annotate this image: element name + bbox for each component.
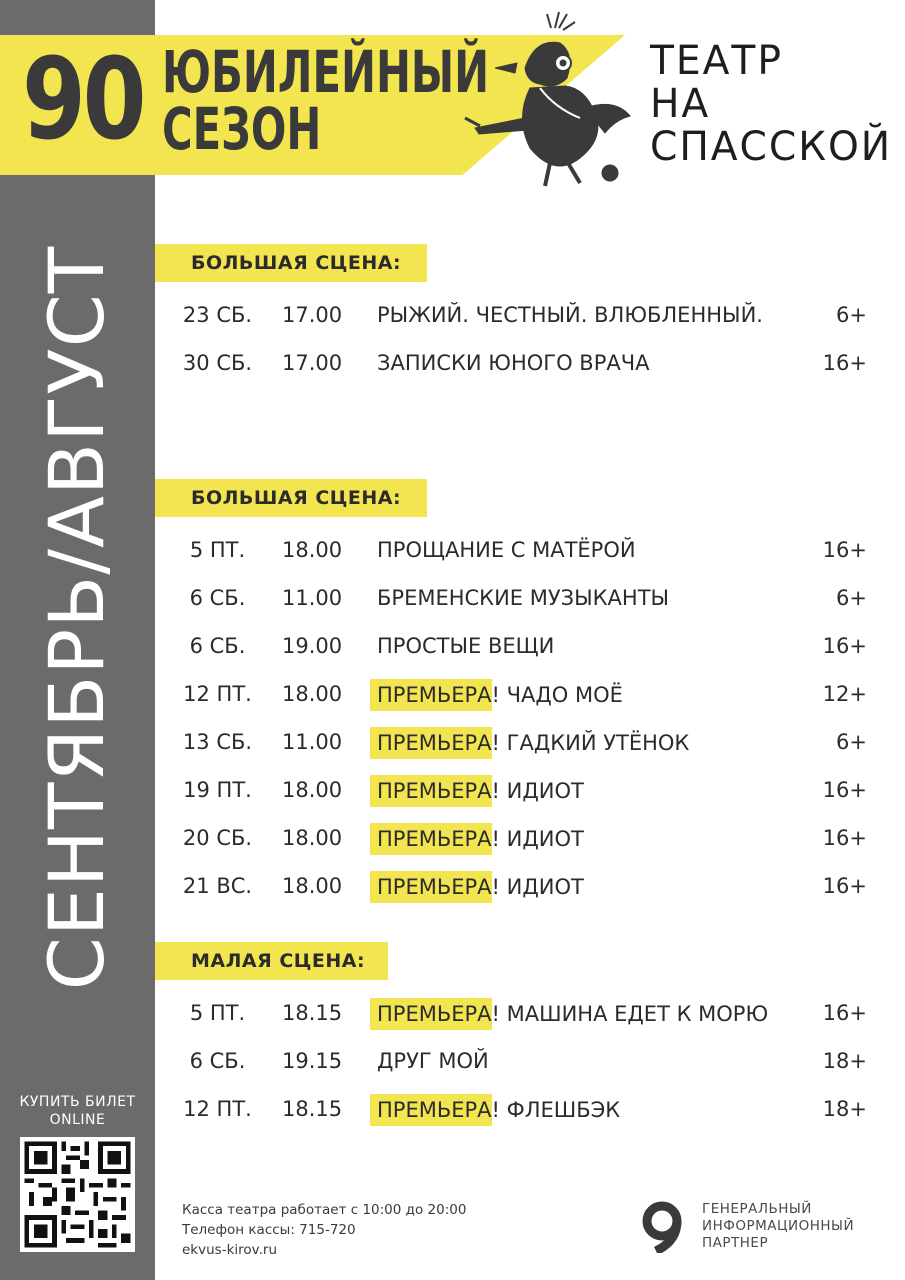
age-rating: 18+: [822, 1097, 867, 1121]
table-row: [0, 998, 905, 1028]
event-date: 23 СБ.: [182, 303, 253, 327]
event-title-text: ! ИДИОТ: [491, 779, 584, 803]
age-rating: 16+: [822, 826, 867, 850]
website-link[interactable]: ekvus-kirov.ru: [182, 1242, 277, 1258]
event-title: [377, 679, 623, 711]
event-title-text: ! МАШИНА ЕДЕТ К МОРЮ: [491, 1002, 769, 1026]
event-time: 18.00: [282, 538, 343, 562]
premiere-badge: ПРЕМЬЕРА: [370, 871, 492, 903]
event-title: ПРОСТЫЕ ВЕЩИ: [377, 634, 555, 658]
event-date: 12 ПТ.: [183, 1097, 252, 1121]
event-time: 18.15: [282, 1001, 343, 1025]
event-title-text: ! ГАДКИЙ УТЁНОК: [491, 731, 690, 755]
box-office-hours: Касса театра работает с 10:00 до 20:00: [182, 1202, 467, 1218]
section-label: БОЛЬШАЯ СЦЕНА:: [155, 244, 427, 282]
age-rating: 6+: [836, 303, 867, 327]
section-label: БОЛЬШАЯ СЦЕНА:: [155, 479, 427, 517]
event-time: 11.00: [282, 730, 343, 754]
age-rating: 16+: [822, 634, 867, 658]
buy-line2: ONLINE: [49, 1112, 106, 1128]
age-rating: 6+: [836, 730, 867, 754]
anniversary-line2: СЕЗОН: [162, 94, 322, 163]
event-time: 18.00: [282, 778, 343, 802]
table-row: [0, 583, 905, 613]
table-row: [0, 631, 905, 661]
event-time: 18.00: [282, 826, 343, 850]
anniversary-line1: ЮБИЛЕЙНЫЙ: [162, 38, 490, 106]
event-date: 20 СБ.: [182, 826, 253, 850]
age-rating: 16+: [822, 538, 867, 562]
partner-line1: ГЕНЕРАЛЬНЫЙ: [702, 1201, 812, 1217]
event-time: 17.00: [282, 351, 343, 375]
premiere-badge: ПРЕМЬЕРА: [370, 823, 492, 855]
theatre-line1: ТЕАТР: [650, 38, 783, 84]
event-title: [377, 727, 689, 759]
table-row: [0, 727, 905, 757]
table-row: [0, 348, 905, 378]
box-office-phone[interactable]: Телефон кассы: 715-720: [182, 1222, 356, 1238]
event-title: БРЕМЕНСКИЕ МУЗЫКАНТЫ: [377, 586, 670, 610]
anniversary-number: 90: [22, 35, 144, 165]
event-date: 13 СБ.: [182, 730, 253, 754]
table-row: [0, 1094, 905, 1124]
theatre-name: [650, 40, 892, 170]
table-row: [0, 823, 905, 853]
event-date: 6 СБ.: [189, 634, 246, 658]
event-title: ДРУГ МОЙ: [377, 1049, 489, 1073]
section-label: МАЛАЯ СЦЕНА:: [155, 942, 388, 980]
table-row: [0, 1046, 905, 1076]
event-date: 21 ВС.: [182, 874, 253, 898]
event-date: 6 СБ.: [189, 1049, 246, 1073]
event-title-text: ! ИДИОТ: [491, 827, 584, 851]
event-time: 11.00: [282, 586, 343, 610]
event-time: 17.00: [282, 303, 343, 327]
box-office-info: [182, 1200, 466, 1260]
mascot-illustration-icon: [455, 8, 645, 188]
event-date: 6 СБ.: [189, 586, 246, 610]
event-time: 19.15: [282, 1049, 343, 1073]
event-date: 30 СБ.: [182, 351, 253, 375]
premiere-badge: ПРЕМЬЕРА: [370, 1094, 492, 1126]
event-title: [377, 775, 584, 807]
theatre-line2: НА: [650, 81, 711, 128]
age-rating: 12+: [822, 682, 867, 706]
premiere-badge: ПРЕМЬЕРА: [370, 679, 492, 711]
event-title: [377, 871, 584, 903]
season-months: СЕНТЯБРЬ/АВГУСТ: [32, 245, 121, 991]
age-rating: 16+: [822, 874, 867, 898]
age-rating: 6+: [836, 586, 867, 610]
table-row: [0, 871, 905, 901]
event-title-text: ! ФЛЕШБЭК: [491, 1098, 621, 1122]
event-time: 18.00: [282, 682, 343, 706]
table-row: [0, 535, 905, 565]
event-title: [377, 823, 584, 855]
partner-logo-icon: [636, 1201, 688, 1253]
age-rating: 16+: [822, 351, 867, 375]
event-time: 19.00: [282, 634, 343, 658]
premiere-badge: ПРЕМЬЕРА: [370, 775, 492, 807]
table-row: [0, 300, 905, 330]
event-date: 5 ПТ.: [189, 1001, 246, 1025]
qr-code-icon[interactable]: [20, 1137, 135, 1252]
event-title: ПРОЩАНИЕ С МАТЁРОЙ: [377, 538, 636, 562]
event-title: ЗАПИСКИ ЮНОГО ВРАЧА: [377, 351, 650, 375]
age-rating: 16+: [822, 778, 867, 802]
anniversary-title: [162, 38, 490, 163]
event-title: [377, 998, 768, 1030]
age-rating: 16+: [822, 1001, 867, 1025]
partner-line3: ПАРТНЕР: [702, 1235, 769, 1251]
age-rating: 18+: [822, 1049, 867, 1073]
partner-label: [702, 1201, 854, 1252]
event-date: 12 ПТ.: [183, 682, 252, 706]
premiere-badge: ПРЕМЬЕРА: [370, 998, 492, 1030]
table-row: [0, 775, 905, 805]
theatre-line3: СПАССКОЙ: [650, 124, 893, 171]
event-title-text: ! ЧАДО МОЁ: [491, 683, 623, 707]
table-row: [0, 679, 905, 709]
premiere-badge: ПРЕМЬЕРА: [370, 727, 492, 759]
event-title: [377, 1094, 620, 1126]
event-date: 5 ПТ.: [189, 538, 246, 562]
event-date: 19 ПТ.: [183, 778, 252, 802]
buy-line1: КУПИТЬ БИЛЕТ: [19, 1094, 136, 1110]
event-title-text: ! ИДИОТ: [491, 875, 584, 899]
event-title: РЫЖИЙ. ЧЕСТНЫЙ. ВЛЮБЛЕННЫЙ.: [377, 303, 763, 327]
event-time: 18.15: [282, 1097, 343, 1121]
event-time: 18.00: [282, 874, 343, 898]
partner-line2: ИНФОРМАЦИОННЫЙ: [702, 1218, 855, 1234]
